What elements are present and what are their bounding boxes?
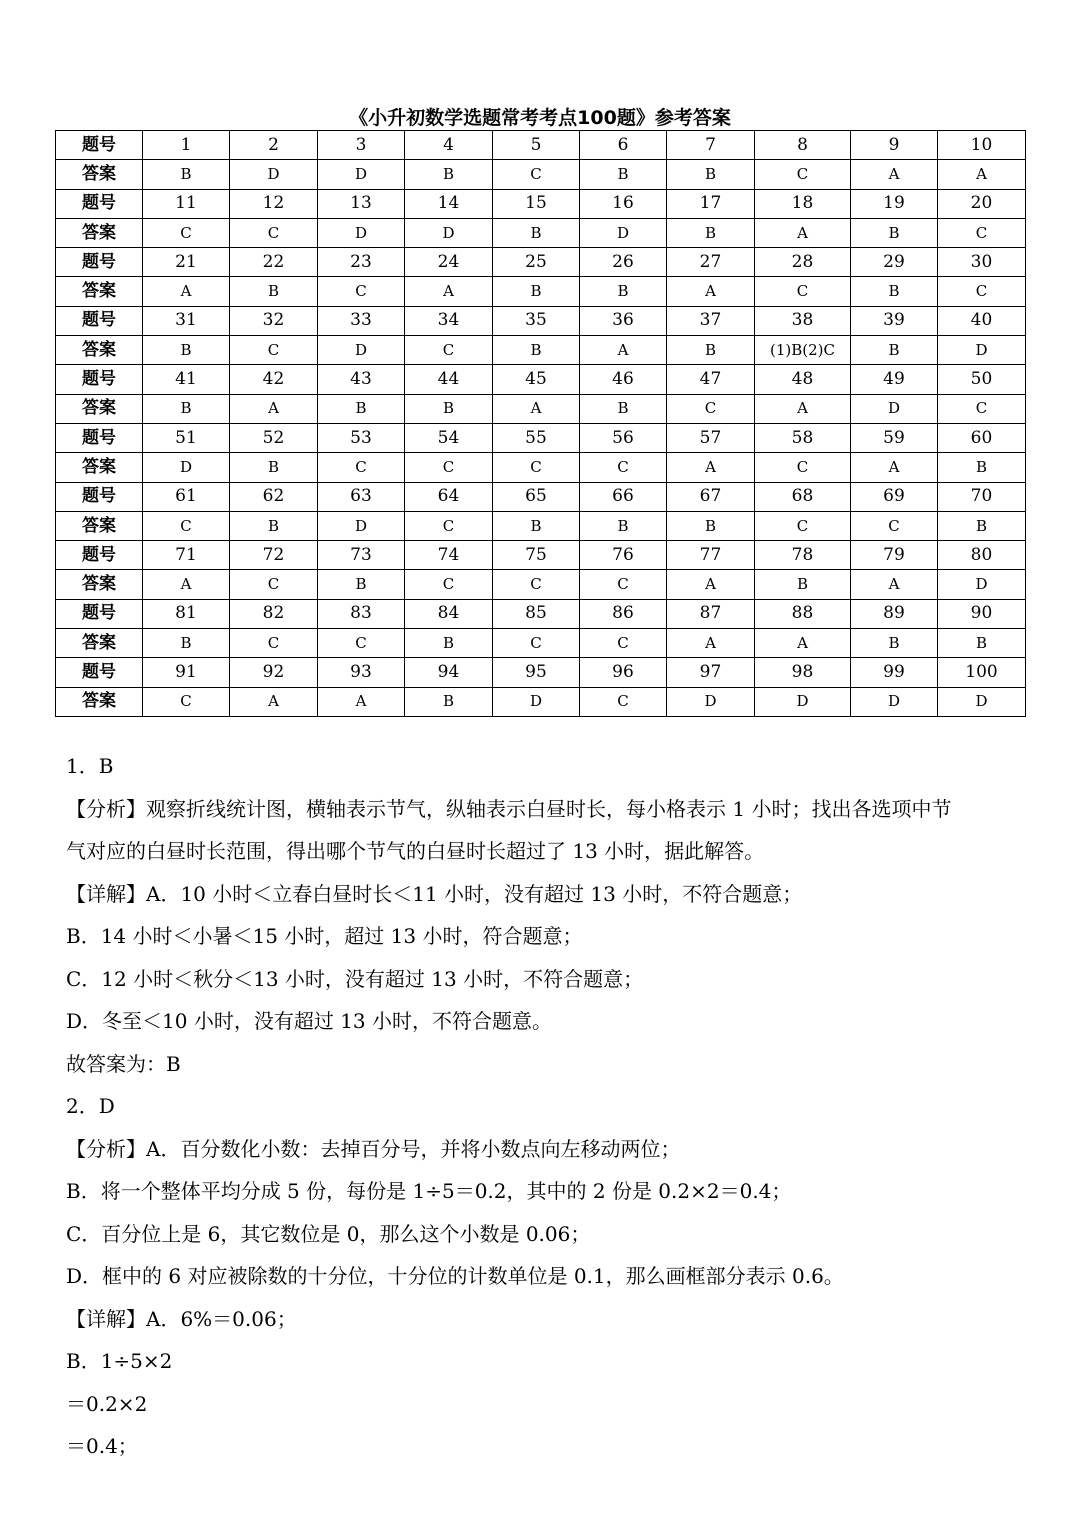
question-number-cell: 58 — [755, 423, 851, 452]
question-number-cell: 50 — [938, 365, 1026, 394]
question-number-label: 题号 — [56, 599, 143, 628]
answer-row — [56, 218, 1026, 247]
answer-cell: A — [230, 394, 318, 423]
question-number-row — [56, 482, 1026, 511]
question-number-cell: 61 — [143, 482, 230, 511]
question-number-cell: 69 — [851, 482, 938, 511]
question-number-cell: 3 — [318, 131, 405, 160]
question-number-label: 题号 — [56, 306, 143, 335]
answer-cell: B — [318, 570, 405, 599]
question-number-cell: 24 — [405, 248, 493, 277]
question-number-cell: 63 — [318, 482, 405, 511]
question-number-cell: 20 — [938, 189, 1026, 218]
question-number-cell: 54 — [405, 423, 493, 452]
question-number-row — [56, 423, 1026, 452]
answer-cell: B — [667, 336, 755, 365]
answer-cell: B — [405, 160, 493, 189]
question-number-cell: 65 — [493, 482, 580, 511]
question-number-cell: 84 — [405, 599, 493, 628]
answer-label: 答案 — [56, 218, 143, 247]
text-line: D．框中的 6 对应被除数的十分位，十分位的计数单位是 0.1，那么画框部分表示 0.6。 — [66, 1264, 844, 1288]
question-number-label: 题号 — [56, 189, 143, 218]
answer-cell: C — [318, 629, 405, 658]
text-line: C．百分位上是 6，其它数位是 0，那么这个小数是 0.06； — [66, 1221, 591, 1246]
question-number-cell: 23 — [318, 248, 405, 277]
question-number-cell: 19 — [851, 189, 938, 218]
answer-cell: A — [143, 570, 230, 599]
question-number-cell: 64 — [405, 482, 493, 511]
question-number-cell: 83 — [318, 599, 405, 628]
question-number-cell: 8 — [755, 131, 851, 160]
answer-cell: C — [938, 218, 1026, 247]
question-number-cell: 76 — [580, 541, 667, 570]
text-line: 【详解】A．10 小时＜立春白昼时长＜11 小时，没有超过 13 小时，不符合题意； — [66, 881, 803, 906]
question-number-cell: 86 — [580, 599, 667, 628]
answer-cell: A — [851, 160, 938, 189]
answer-cell: B — [580, 511, 667, 540]
answer-cell: A — [667, 570, 755, 599]
answer-cell: C — [851, 511, 938, 540]
question-number-label: 题号 — [56, 131, 143, 160]
question-number-cell: 80 — [938, 541, 1026, 570]
answer-row — [56, 570, 1026, 599]
text-line: C．12 小时＜秋分＜13 小时，没有超过 13 小时，不符合题意； — [66, 966, 644, 991]
question-number-cell: 59 — [851, 423, 938, 452]
question-number-cell: 51 — [143, 423, 230, 452]
answer-cell: B — [143, 160, 230, 189]
question-number-cell: 7 — [667, 131, 755, 160]
question-number-cell: 82 — [230, 599, 318, 628]
answer-cell: B — [493, 511, 580, 540]
answer-cell: C — [318, 277, 405, 306]
answer-cell: A — [493, 394, 580, 423]
answer-cell: B — [493, 218, 580, 247]
answer-cell: B — [851, 277, 938, 306]
answer-cell: C — [493, 629, 580, 658]
question-number-cell: 46 — [580, 365, 667, 394]
answer-cell: D — [580, 218, 667, 247]
question-number-cell: 35 — [493, 306, 580, 335]
answer-label: 答案 — [56, 336, 143, 365]
question-number-cell: 38 — [755, 306, 851, 335]
question-number-cell: 12 — [230, 189, 318, 218]
question-number-row — [56, 248, 1026, 277]
answer-row — [56, 277, 1026, 306]
answer-cell: D — [667, 687, 755, 716]
question-number-cell: 32 — [230, 306, 318, 335]
answer-cell: A — [230, 687, 318, 716]
question-number-label: 题号 — [56, 658, 143, 687]
answer-cell: A — [318, 687, 405, 716]
answer-cell: A — [580, 336, 667, 365]
answer-cell: B — [405, 687, 493, 716]
question-number-row — [56, 658, 1026, 687]
answer-cell: C — [405, 336, 493, 365]
question-number-cell: 29 — [851, 248, 938, 277]
question-number-cell: 28 — [755, 248, 851, 277]
solution-text — [66, 745, 1026, 1468]
question-number-cell: 48 — [755, 365, 851, 394]
answer-cell: C — [230, 218, 318, 247]
question-number-cell: 21 — [143, 248, 230, 277]
text-line: B．将一个整体平均分成 5 份，每份是 1÷5＝0.2，其中的 2 份是 0.2×2＝0.4； — [66, 1179, 792, 1203]
question-number-cell: 99 — [851, 658, 938, 687]
answer-row — [56, 394, 1026, 423]
answer-cell: D — [318, 511, 405, 540]
question-number-cell: 98 — [755, 658, 851, 687]
question-number-cell: 97 — [667, 658, 755, 687]
answer-label: 答案 — [56, 629, 143, 658]
question-number-row — [56, 306, 1026, 335]
answer-cell: D — [230, 160, 318, 189]
question-number-cell: 68 — [755, 482, 851, 511]
answer-label: 答案 — [56, 511, 143, 540]
answer-cell: C — [318, 453, 405, 482]
answer-cell: D — [318, 218, 405, 247]
answer-cell: B — [851, 336, 938, 365]
question-number-row — [56, 541, 1026, 570]
answer-cell: A — [667, 629, 755, 658]
answer-cell: C — [405, 511, 493, 540]
question-number-cell: 47 — [667, 365, 755, 394]
text-line: 2．D — [66, 1094, 115, 1118]
answer-cell: A — [755, 394, 851, 423]
question-number-row — [56, 131, 1026, 160]
text-line: B．14 小时＜小暑＜15 小时，超过 13 小时，符合题意； — [66, 924, 583, 948]
question-number-cell: 41 — [143, 365, 230, 394]
answer-label: 答案 — [56, 453, 143, 482]
text-line: ＝0.4； — [66, 1434, 138, 1458]
question-number-cell: 15 — [493, 189, 580, 218]
answer-cell: C — [938, 277, 1026, 306]
question-number-row — [56, 599, 1026, 628]
answer-cell: C — [405, 453, 493, 482]
question-number-cell: 62 — [230, 482, 318, 511]
text-line: ＝0.2×2 — [66, 1391, 148, 1416]
answer-cell: C — [755, 511, 851, 540]
answer-cell: B — [493, 277, 580, 306]
answer-cell: C — [580, 629, 667, 658]
question-number-cell: 1 — [143, 131, 230, 160]
answer-cell: B — [580, 160, 667, 189]
question-number-cell: 92 — [230, 658, 318, 687]
answer-cell: D — [851, 687, 938, 716]
question-number-cell: 85 — [493, 599, 580, 628]
question-number-cell: 37 — [667, 306, 755, 335]
answer-cell: B — [938, 629, 1026, 658]
question-number-cell: 94 — [405, 658, 493, 687]
answer-cell: A — [405, 277, 493, 306]
text-line: D．冬至＜10 小时，没有超过 13 小时，不符合题意。 — [66, 1009, 553, 1033]
answer-cell: B — [755, 570, 851, 599]
answer-cell: C — [143, 687, 230, 716]
answer-cell: C — [230, 570, 318, 599]
question-number-cell: 87 — [667, 599, 755, 628]
answer-cell: A — [755, 629, 851, 658]
answer-cell: C — [580, 453, 667, 482]
question-number-cell: 72 — [230, 541, 318, 570]
answer-cell: B — [230, 277, 318, 306]
text-line: 【分析】观察折线统计图，横轴表示节气，纵轴表示白昼时长，每小格表示 1 小时；找出各选项中节 — [66, 796, 952, 821]
question-number-row — [56, 365, 1026, 394]
answer-cell: B — [493, 336, 580, 365]
question-number-cell: 95 — [493, 658, 580, 687]
question-number-label: 题号 — [56, 482, 143, 511]
question-number-cell: 45 — [493, 365, 580, 394]
answer-cell: C — [493, 160, 580, 189]
answer-cell: C — [667, 394, 755, 423]
question-number-label: 题号 — [56, 365, 143, 394]
answer-cell: B — [230, 453, 318, 482]
answer-cell: C — [938, 394, 1026, 423]
answer-cell: B — [143, 629, 230, 658]
question-number-cell: 40 — [938, 306, 1026, 335]
answer-cell: D — [938, 687, 1026, 716]
answer-cell: B — [143, 336, 230, 365]
question-number-cell: 2 — [230, 131, 318, 160]
question-number-cell: 67 — [667, 482, 755, 511]
question-number-cell: 60 — [938, 423, 1026, 452]
question-number-cell: 81 — [143, 599, 230, 628]
text-line: 故答案为：B — [66, 1051, 181, 1076]
answer-cell: C — [580, 687, 667, 716]
question-number-cell: 31 — [143, 306, 230, 335]
answer-cell: B — [405, 394, 493, 423]
answer-row — [56, 687, 1026, 716]
question-number-cell: 6 — [580, 131, 667, 160]
answer-label: 答案 — [56, 687, 143, 716]
question-number-cell: 18 — [755, 189, 851, 218]
answer-cell: A — [143, 277, 230, 306]
answer-cell: B — [851, 218, 938, 247]
question-number-cell: 77 — [667, 541, 755, 570]
question-number-row — [56, 189, 1026, 218]
question-number-cell: 17 — [667, 189, 755, 218]
question-number-cell: 34 — [405, 306, 493, 335]
answer-cell: C — [580, 570, 667, 599]
answer-cell: B — [143, 394, 230, 423]
answer-cell: B — [667, 160, 755, 189]
answer-cell: D — [938, 570, 1026, 599]
question-number-cell: 55 — [493, 423, 580, 452]
answer-cell: B — [667, 218, 755, 247]
question-number-cell: 36 — [580, 306, 667, 335]
answer-cell: C — [493, 453, 580, 482]
answer-cell: A — [938, 160, 1026, 189]
answer-cell: C — [230, 336, 318, 365]
answer-cell: C — [493, 570, 580, 599]
answer-row — [56, 336, 1026, 365]
answer-label: 答案 — [56, 160, 143, 189]
question-number-cell: 27 — [667, 248, 755, 277]
question-number-cell: 11 — [143, 189, 230, 218]
text-line: 气对应的白昼时长范围，得出哪个节气的白昼时长超过了 13 小时，据此解答。 — [66, 839, 765, 863]
answer-cell: C — [755, 160, 851, 189]
question-number-cell: 30 — [938, 248, 1026, 277]
question-number-cell: 91 — [143, 658, 230, 687]
answer-label: 答案 — [56, 394, 143, 423]
answer-cell: B — [405, 629, 493, 658]
answer-cell: C — [230, 629, 318, 658]
answer-cell: D — [318, 336, 405, 365]
answer-cell: B — [667, 511, 755, 540]
question-number-cell: 22 — [230, 248, 318, 277]
question-number-cell: 70 — [938, 482, 1026, 511]
question-number-label: 题号 — [56, 248, 143, 277]
question-number-cell: 96 — [580, 658, 667, 687]
answer-cell: D — [938, 336, 1026, 365]
answer-row — [56, 629, 1026, 658]
answer-cell: A — [667, 277, 755, 306]
answer-cell: B — [580, 394, 667, 423]
answer-cell: C — [143, 218, 230, 247]
question-number-cell: 74 — [405, 541, 493, 570]
question-number-cell: 13 — [318, 189, 405, 218]
answer-cell: A — [851, 570, 938, 599]
answer-cell: C — [143, 511, 230, 540]
answer-row — [56, 453, 1026, 482]
answer-cell: D — [405, 218, 493, 247]
answer-cell: C — [755, 277, 851, 306]
answer-cell: D — [318, 160, 405, 189]
answer-cell: A — [667, 453, 755, 482]
question-number-cell: 57 — [667, 423, 755, 452]
answer-table — [55, 130, 1026, 717]
answer-cell: C — [405, 570, 493, 599]
answer-cell: B — [938, 511, 1026, 540]
question-number-label: 题号 — [56, 423, 143, 452]
answer-label: 答案 — [56, 277, 143, 306]
question-number-cell: 49 — [851, 365, 938, 394]
answer-cell: C — [755, 453, 851, 482]
question-number-cell: 14 — [405, 189, 493, 218]
text-line: 【分析】A．百分数化小数：去掉百分号，并将小数点向左移动两位； — [66, 1136, 681, 1161]
text-line: 1．B — [66, 754, 114, 778]
question-number-cell: 4 — [405, 131, 493, 160]
answer-cell: A — [755, 218, 851, 247]
question-number-cell: 56 — [580, 423, 667, 452]
question-number-cell: 88 — [755, 599, 851, 628]
answer-cell: B — [318, 394, 405, 423]
question-number-cell: 25 — [493, 248, 580, 277]
question-number-cell: 93 — [318, 658, 405, 687]
question-number-cell: 71 — [143, 541, 230, 570]
text-line: B．1÷5×2 — [66, 1349, 173, 1373]
question-number-cell: 78 — [755, 541, 851, 570]
question-number-cell: 16 — [580, 189, 667, 218]
question-number-cell: 66 — [580, 482, 667, 511]
answer-cell: B — [851, 629, 938, 658]
question-number-label: 题号 — [56, 541, 143, 570]
question-number-cell: 43 — [318, 365, 405, 394]
question-number-cell: 75 — [493, 541, 580, 570]
answer-cell: B — [230, 511, 318, 540]
answer-row — [56, 511, 1026, 540]
question-number-cell: 39 — [851, 306, 938, 335]
answer-cell: D — [851, 394, 938, 423]
document-title: 《小升初数学选题常考考点100题》参考答案 — [349, 107, 731, 129]
question-number-cell: 53 — [318, 423, 405, 452]
question-number-cell: 9 — [851, 131, 938, 160]
answer-row — [56, 160, 1026, 189]
answer-cell: D — [143, 453, 230, 482]
question-number-cell: 73 — [318, 541, 405, 570]
question-number-cell: 90 — [938, 599, 1026, 628]
answer-cell: B — [938, 453, 1026, 482]
answer-cell: B — [580, 277, 667, 306]
answer-cell: (1)B(2)C — [755, 336, 851, 365]
question-number-cell: 52 — [230, 423, 318, 452]
text-line: 【详解】A．6%＝0.06； — [66, 1306, 297, 1331]
answer-label: 答案 — [56, 570, 143, 599]
question-number-cell: 33 — [318, 306, 405, 335]
question-number-cell: 100 — [938, 658, 1026, 687]
question-number-cell: 42 — [230, 365, 318, 394]
question-number-cell: 10 — [938, 131, 1026, 160]
question-number-cell: 89 — [851, 599, 938, 628]
question-number-cell: 26 — [580, 248, 667, 277]
answer-cell: D — [755, 687, 851, 716]
answer-cell: D — [493, 687, 580, 716]
question-number-cell: 5 — [493, 131, 580, 160]
question-number-cell: 44 — [405, 365, 493, 394]
question-number-cell: 79 — [851, 541, 938, 570]
answer-cell: A — [851, 453, 938, 482]
